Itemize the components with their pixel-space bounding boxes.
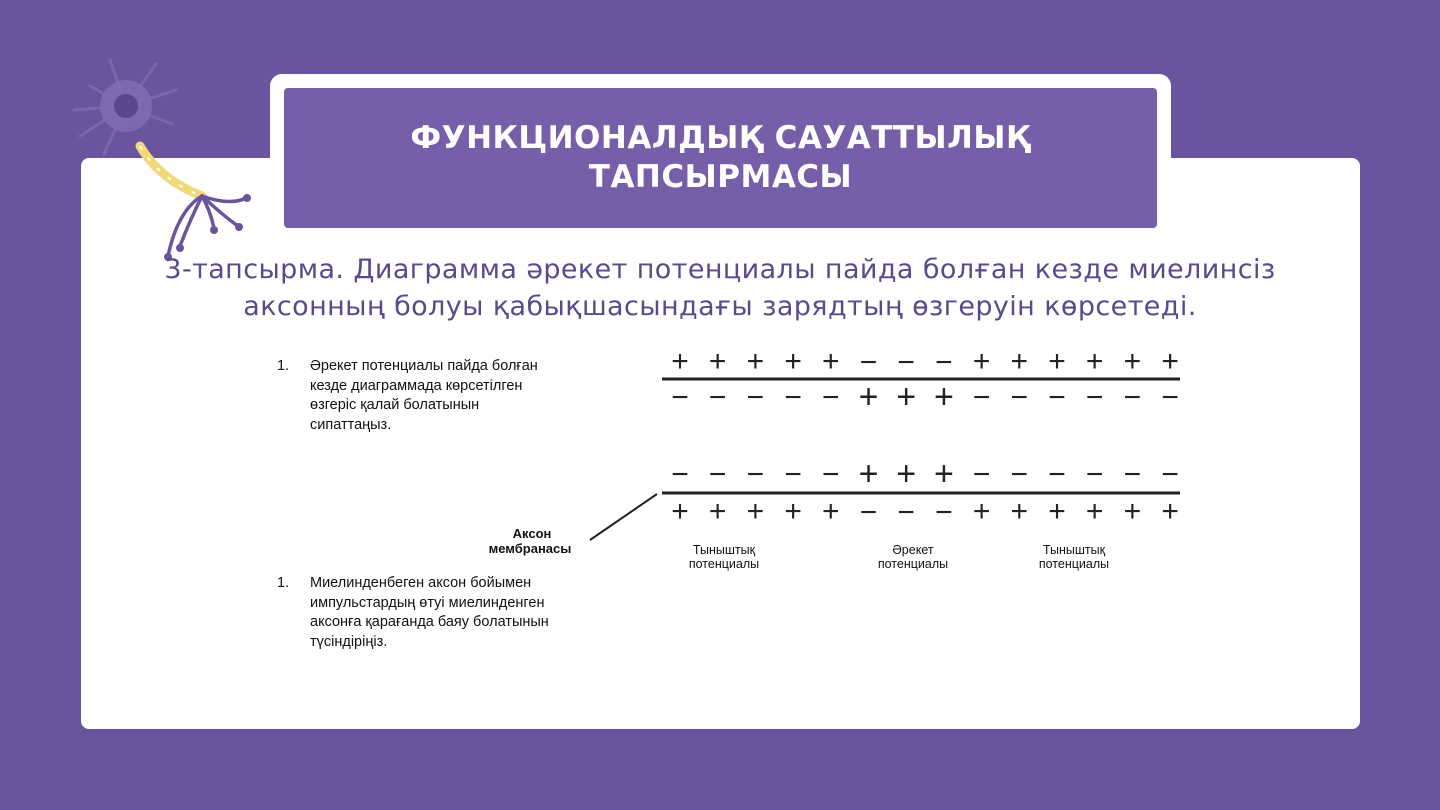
negative-charge-sign: −	[1123, 458, 1142, 491]
negative-charge-sign: −	[784, 381, 802, 414]
negative-charge-sign: −	[1085, 381, 1104, 414]
positive-charge-sign: +	[784, 495, 802, 528]
negative-charge-sign: −	[746, 381, 765, 414]
positive-charge-sign: +	[858, 455, 879, 493]
resting-potential-label: потенциалы	[688, 557, 760, 571]
action-potential-label: Әрекет	[892, 543, 934, 557]
positive-charge-sign: +	[1085, 345, 1104, 378]
negative-charge-sign: −	[935, 496, 953, 529]
negative-charge-sign: −	[1010, 458, 1029, 491]
negative-charge-sign: −	[671, 381, 689, 414]
positive-charge-sign: +	[671, 495, 689, 528]
question-text: Әрекет потенциалы пайда болған кезде диаграммада көрсетілген өзгеріс қалай болатынын сипаттаңыз.	[310, 358, 538, 433]
negative-charge-sign: −	[746, 458, 765, 491]
positive-charge-sign: +	[1123, 495, 1142, 528]
positive-charge-sign: +	[1123, 345, 1142, 378]
positive-charge-sign: +	[708, 495, 727, 528]
slide-title: ФУНКЦИОНАЛДЫҚ САУАТТЫЛЫҚ ТАПСЫРМАСЫ	[410, 120, 1031, 195]
negative-charge-sign: −	[897, 496, 915, 529]
positive-charge-sign: +	[896, 455, 917, 493]
positive-charge-sign: +	[784, 345, 802, 378]
negative-charge-sign: −	[708, 458, 727, 491]
negative-charge-sign: −	[1085, 458, 1104, 491]
positive-charge-sign: +	[972, 345, 991, 378]
negative-charge-sign: −	[859, 346, 878, 379]
resting-potential-label: потенциалы	[1038, 557, 1110, 571]
negative-charge-sign: −	[972, 381, 991, 414]
positive-charge-sign: +	[1010, 495, 1029, 528]
positive-charge-sign: +	[708, 345, 727, 378]
membrane-label: Аксон	[512, 526, 552, 541]
negative-charge-sign: −	[1161, 381, 1179, 414]
negative-charge-sign: −	[897, 346, 915, 379]
negative-charge-sign: −	[1048, 381, 1066, 414]
positive-charge-sign: +	[1161, 495, 1179, 528]
negative-charge-sign: −	[822, 381, 840, 414]
positive-charge-sign: +	[1161, 345, 1179, 378]
positive-charge-sign: +	[822, 345, 840, 378]
task-description: 3-тапсырма. Диаграмма әрекет потенциалы пайда болған кезде миелинсіз аксонның болуы қабықшасындағы зарядтың өзгеруін көрсетеді.	[164, 254, 1276, 322]
positive-charge-sign: +	[933, 378, 954, 416]
positive-charge-sign: +	[1048, 345, 1066, 378]
positive-charge-sign: +	[1010, 345, 1029, 378]
positive-charge-sign: +	[746, 495, 765, 528]
resting-potential-label: Тыныштық	[1042, 543, 1106, 557]
question-number: 1.	[277, 358, 290, 374]
negative-charge-sign: −	[822, 458, 840, 491]
resting-potential-label: Тыныштық	[692, 543, 756, 557]
positive-charge-sign: +	[933, 455, 954, 493]
positive-charge-sign: +	[858, 378, 879, 416]
negative-charge-sign: −	[935, 346, 953, 379]
membrane-pointer-line	[590, 494, 657, 540]
negative-charge-sign: −	[1010, 381, 1029, 414]
question-text: Миелинденбеген аксон бойымен импульстардың өтуі миелинденген аксонға қарағанда баяу болатынын түсіндіріңіз.	[310, 575, 549, 650]
positive-charge-sign: +	[671, 345, 689, 378]
action-potential-label: потенциалы	[877, 557, 949, 571]
question-number: 1.	[277, 575, 290, 591]
positive-charge-sign: +	[896, 378, 917, 416]
negative-charge-sign: −	[1123, 381, 1142, 414]
negative-charge-sign: −	[972, 458, 991, 491]
positive-charge-sign: +	[746, 345, 765, 378]
negative-charge-sign: −	[784, 458, 802, 491]
positive-charge-sign: +	[822, 495, 840, 528]
negative-charge-sign: −	[671, 458, 689, 491]
negative-charge-sign: −	[1161, 458, 1179, 491]
negative-charge-sign: −	[708, 381, 727, 414]
positive-charge-sign: +	[1048, 495, 1066, 528]
negative-charge-sign: −	[1048, 458, 1066, 491]
positive-charge-sign: +	[972, 495, 991, 528]
membrane-label: мембранасы	[488, 541, 572, 556]
negative-charge-sign: −	[859, 496, 878, 529]
positive-charge-sign: +	[1085, 495, 1104, 528]
